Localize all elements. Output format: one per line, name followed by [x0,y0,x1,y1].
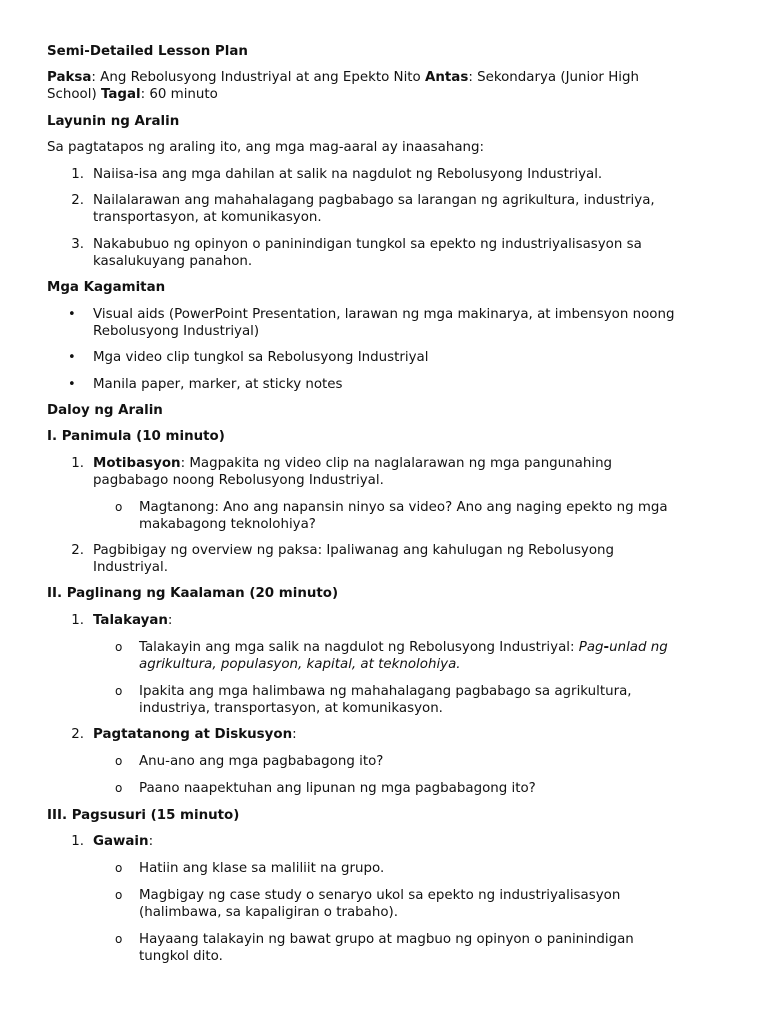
layunin-item-3: Nakabubuo ng opinyon o paninindigan tungkol sa epekto ng industriyalisasyon sa [93,237,642,252]
diskusyon-sub-1: Anu-ano ang mga pagbabagong ito? [139,754,384,769]
paglinang-heading: II. Paglinang ng Kaalaman (20 minuto) [47,586,339,601]
tagal-label: Tagal [100,87,141,102]
sub-bullet-marker: o [115,500,123,514]
sub1-italic-cont: unlad ng [609,640,668,655]
list-number: 2. [71,543,84,558]
sub1-italic: Pag [578,640,604,655]
kagamitan-item-2: Mga video clip tungkol sa Rebolusyong Industriyal [93,350,429,365]
kagamitan-item-1-cont: Rebolusyong Industriyal) [93,324,260,339]
gawain-sub-3-cont: tungkol dito. [139,949,223,964]
panimula-heading: I. Panimula (10 minuto) [47,429,225,444]
sub1-dash: - [603,640,610,655]
antas-label: Antas [425,70,469,85]
sub1-text: Talakayin ang mga salik na nagdulot ng Rebolusyong Industriyal: [139,640,579,655]
list-number: 1. [71,167,84,182]
layunin-item-1: Naiisa-isa ang mga dahilan at salik na nagdulot ng Rebolusyong Industriyal. [93,167,603,182]
bullet-marker: • [68,307,76,322]
panimula-item-1 [93,455,612,472]
bullet-marker: • [68,350,76,365]
panimula-item-2: Pagbibigay ng overview ng paksa: Ipaliwanag ang kahulugan ng Rebolusyong [93,543,615,558]
motibasyon-text: : Magpakita ng video clip na naglalarawan ng mga pangunahing [180,456,613,471]
paglinang-sub-1-cont: agrikultura, populasyon, kapital, at teknolohiya. [139,657,461,672]
talakayan-label: Talakayan [93,613,168,628]
document-title: Semi-Detailed Lesson Plan [47,44,248,59]
kagamitan-item-3: Manila paper, marker, at sticky notes [93,377,343,392]
paglinang-item-1 [93,612,172,629]
pagsusuri-heading: III. Pagsusuri (15 minuto) [47,808,240,823]
daloy-heading: Daloy ng Aralin [47,403,163,418]
list-number: 1. [71,834,84,849]
gawain-sub-1: Hatiin ang klase sa maliliit na grupo. [139,861,385,876]
layunin-item-3-cont: kasalukuyang panahon. [93,254,253,269]
paksa-value: : Ang Rebolusyong Industriyal at ang Epekto Nito [91,70,421,85]
gawain-label: Gawain [93,834,149,849]
list-number: 2. [71,727,84,742]
paksa-label: Paksa [47,70,92,85]
tagal-value: : 60 minuto [140,87,218,102]
sub-bullet-marker: o [115,754,123,768]
list-number: 2. [71,193,84,208]
gawain-sub-3: Hayaang talakayin ng bawat grupo at magbuo ng opinyon o paninindigan [139,932,634,947]
list-number: 1. [71,613,84,628]
paglinang-sub-2-cont: industriya, transportasyon, at komunikasyon. [139,701,443,716]
gawain-sub-2: Magbigay ng case study o senaryo ukol sa epekto ng industriyalisasyon [139,888,621,903]
layunin-item-2: Nailalarawan ang mahahalagang pagbabago sa larangan ng agrikultura, industriya, [93,193,655,208]
panimula-item-1-cont: pagbabago noong Rebolusyong Industriyal. [93,473,384,488]
diskusyon-sub-2: Paano naapektuhan ang lipunan ng mga pagbabagong ito? [139,781,536,796]
kagamitan-item-1: Visual aids (PowerPoint Presentation, larawan ng mga makinarya, at imbensyon noong [93,307,675,322]
paglinang-item-2 [93,726,297,743]
layunin-intro: Sa pagtatapos ng araling ito, ang mga mag-aaral ay inaasahang: [47,140,485,155]
colon: : [148,834,154,849]
sub-bullet-marker: o [115,684,123,698]
meta-line-2 [47,86,218,103]
sub-bullet-marker: o [115,932,123,946]
sub-bullet-marker: o [115,861,123,875]
colon: : [292,727,297,742]
antas-value-cont: School) [47,87,97,102]
sub-bullet-marker: o [115,640,123,654]
list-number: 3. [71,237,84,252]
antas-value: : Sekondarya (Junior High [468,70,639,85]
paglinang-sub-2: Ipakita ang mga halimbawa ng mahahalagang pagbabago sa agrikultura, [139,684,632,699]
colon: : [167,613,173,628]
layunin-item-2-cont: transportasyon, at komunikasyon. [93,210,322,225]
panimula-item-2-cont: Industriyal. [93,560,168,575]
gawain-sub-2-cont: (halimbawa, sa kapaligiran o trabaho). [139,905,399,920]
diskusyon-label: Pagtatanong at Diskusyon [93,727,293,742]
sub-bullet-marker: o [115,888,123,902]
panimula-sub-1-cont: makabagong teknolohiya? [139,517,316,532]
layunin-heading: Layunin ng Aralin [47,114,180,129]
pagsusuri-item-1 [93,833,153,850]
panimula-sub-1: Magtanong: Ano ang napansin ninyo sa video? Ano ang naging epekto ng mga [139,500,668,515]
kagamitan-heading: Mga Kagamitan [47,280,166,295]
motibasyon-label: Motibasyon [93,456,181,471]
list-number: 1. [71,456,84,471]
sub-bullet-marker: o [115,781,123,795]
paglinang-sub-1 [139,639,668,656]
meta-line-1 [47,69,639,86]
bullet-marker: • [68,377,76,392]
